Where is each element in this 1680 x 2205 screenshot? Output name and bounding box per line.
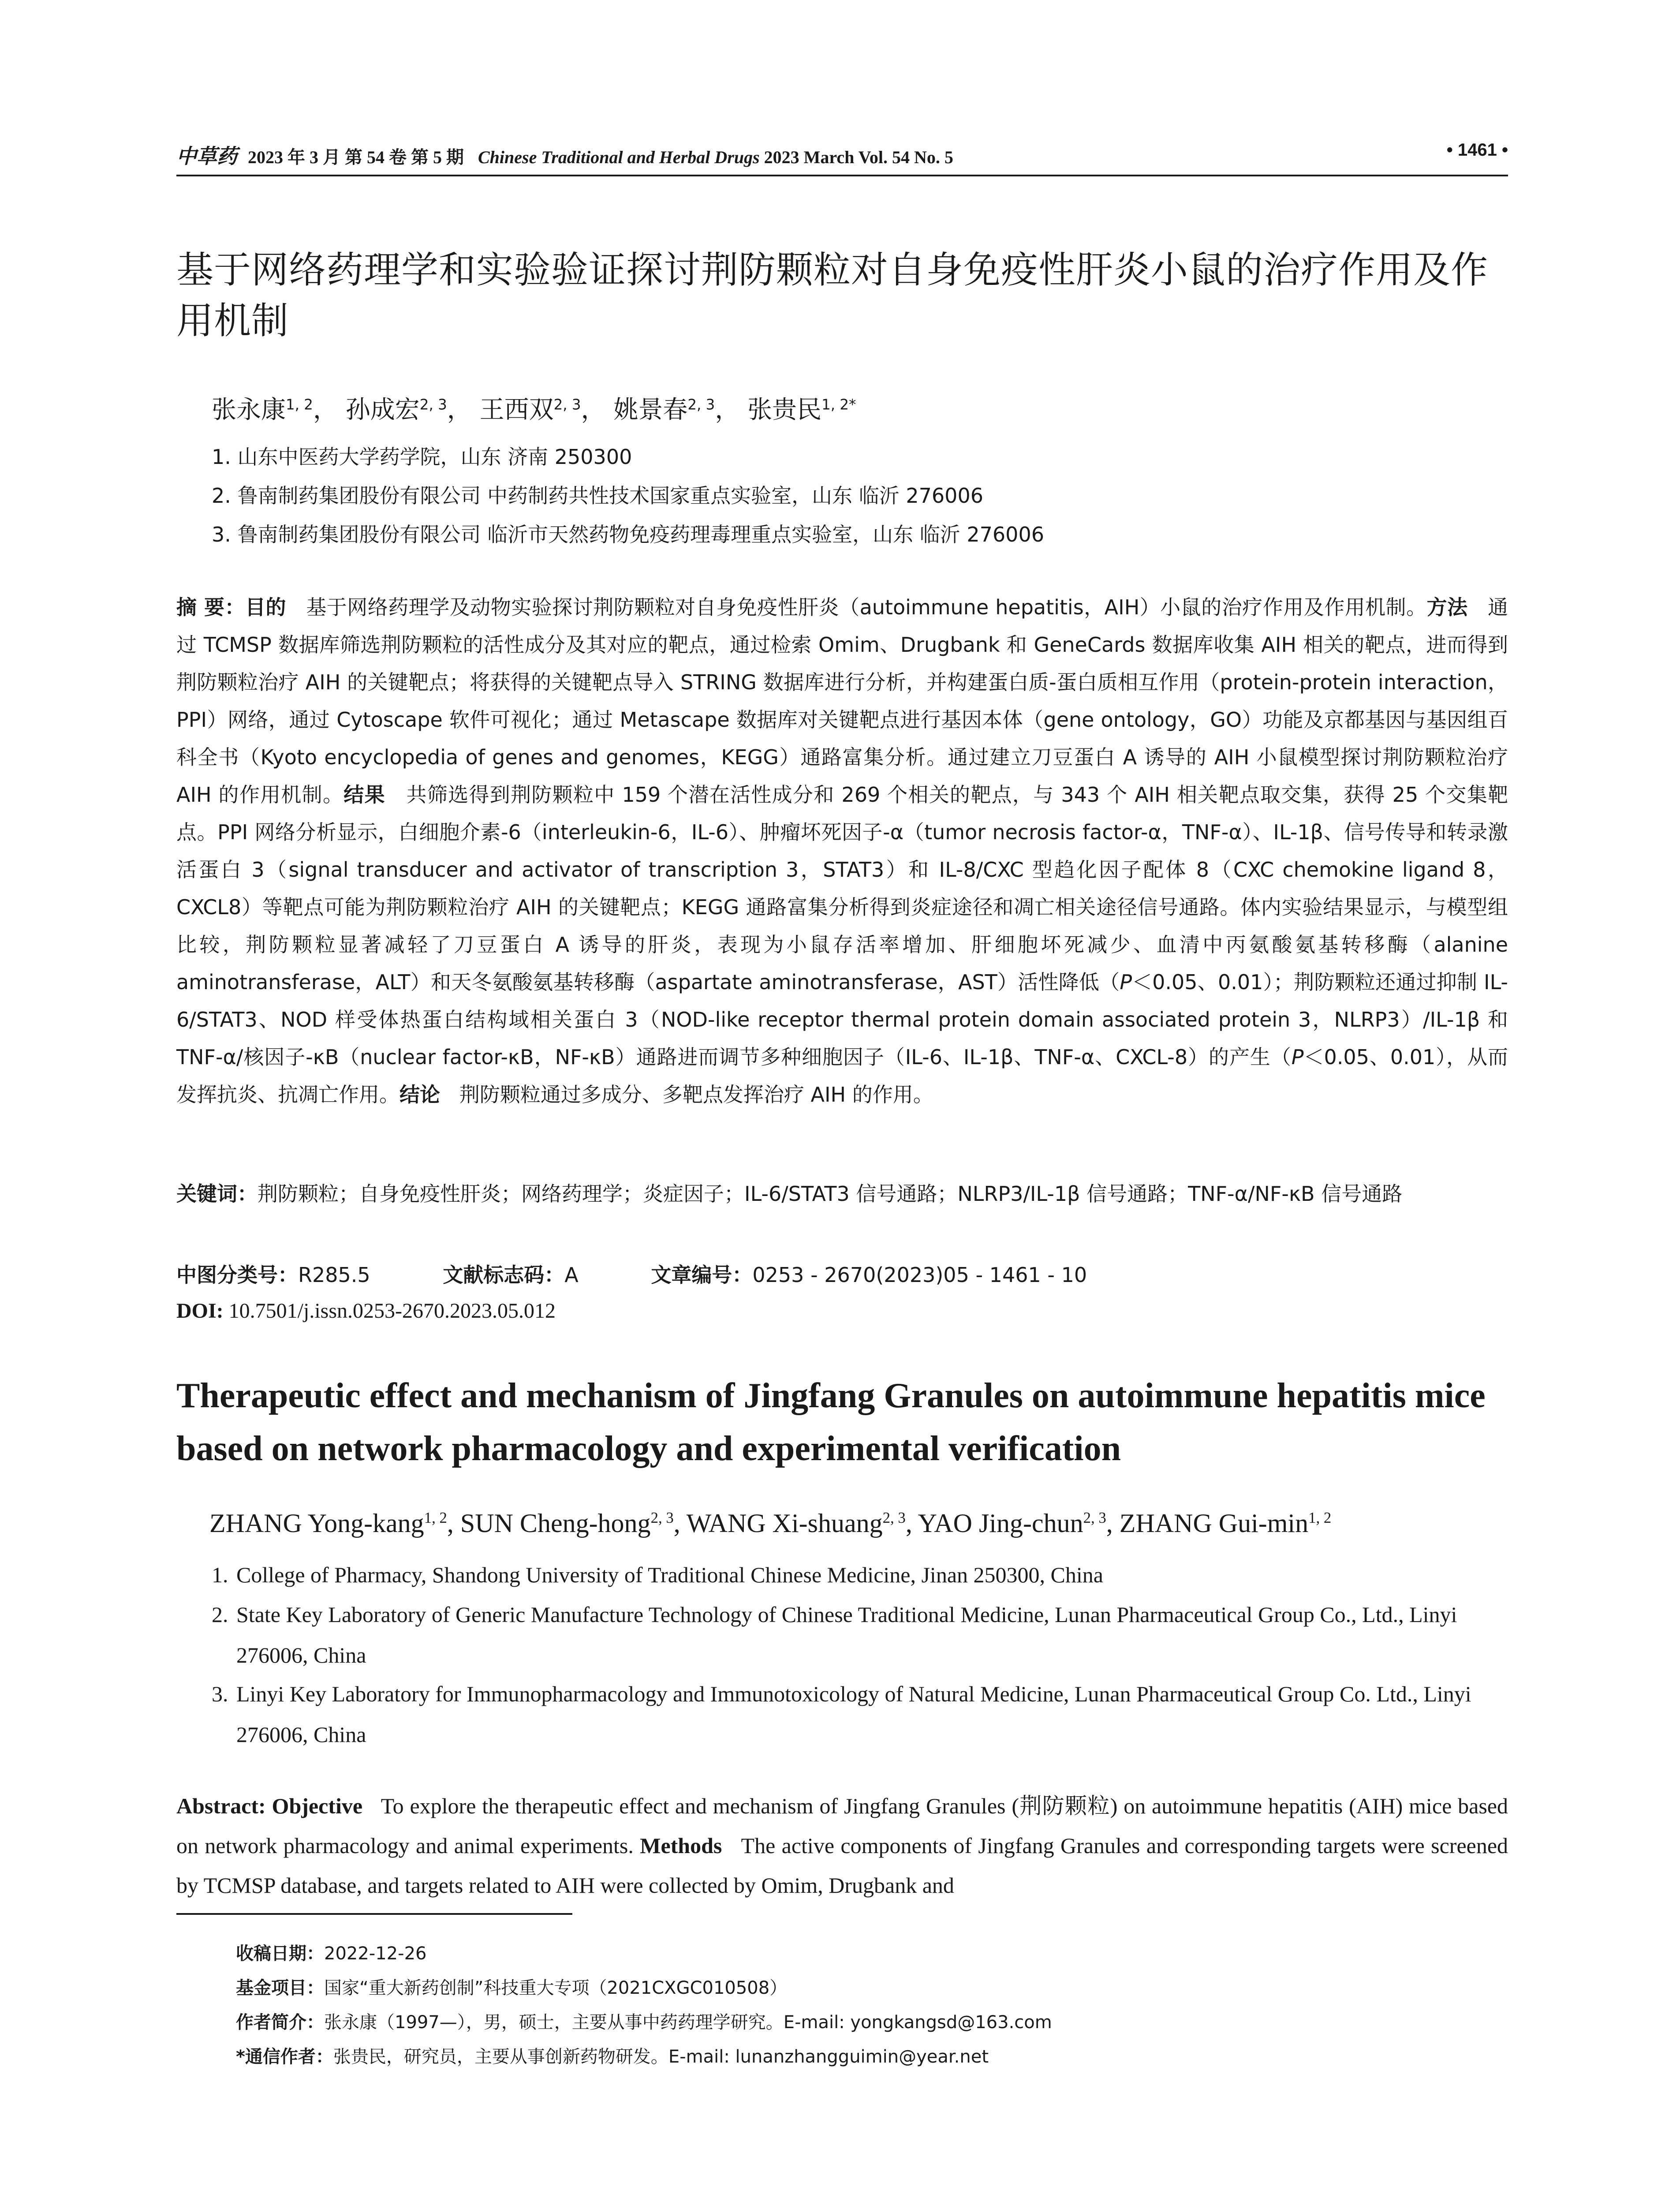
keywords-text: 荆防颗粒；自身免疫性肝炎；网络药理学；炎症因子；IL-6/STAT3 信号通路；NLRP3/IL-1β 信号通路；TNF-α/NF-κB 信号通路	[258, 1182, 1403, 1206]
affiliation-en-3	[212, 1674, 1512, 1755]
authors-en	[209, 1508, 1331, 1539]
author-separator: ，	[447, 396, 472, 424]
author-affiliation-marker: 1, 2	[1308, 1509, 1332, 1526]
footnote-label: *通信作者：	[236, 2047, 333, 2067]
doc-code-label: 文献标志码：	[443, 1263, 565, 1287]
doi-line	[176, 1299, 556, 1323]
author-name: ZHANG Yong-kang	[209, 1509, 424, 1538]
methods-text: The active components of Jingfang Granules and corresponding targets were screened by TCMSP database, and targets related to AIH were collected by Omim, Drugbank and	[176, 1833, 1508, 1898]
issue-info-cn: 2023 年 3 月 第 54 卷 第 5 期	[248, 147, 464, 167]
affiliation-en-2	[212, 1594, 1512, 1675]
results-text-end: ＜0.05、0.01），从而发挥抗炎、抗凋亡作用。	[176, 1045, 1508, 1106]
author-separator: ，	[313, 396, 338, 424]
affiliation-en-1	[212, 1555, 1512, 1595]
doi-label: DOI:	[176, 1299, 224, 1323]
issue-info-en: 2023 March Vol. 54 No. 5	[764, 147, 953, 167]
objective-label: 目的	[245, 595, 286, 619]
author-affiliation-marker: 2, 3	[650, 1509, 674, 1526]
author-affiliation-marker: 2, 3	[553, 396, 581, 413]
clc-value: R285.5	[298, 1263, 370, 1287]
affiliation-cn-2: 2. 鲁南制药集团股份有限公司 中药制药共性技术国家重点实验室，山东 临沂 276006	[212, 484, 983, 508]
clc-label: 中图分类号：	[176, 1263, 298, 1287]
author-separator: ,	[673, 1509, 687, 1538]
abstract-en	[176, 1786, 1508, 1905]
author-affiliation-marker: 1, 2*	[821, 396, 856, 413]
results-text-continued: ＜0.05、0.01）；荆防颗粒还通过抑制 IL-6/STAT3、NOD 样受体热蛋白结构域相关蛋白 3（NOD-like receptor thermal protein domain associated protein 3，NLRP3）/IL-1β 和 TNF-α/核因子-κB（nuclear factor-κB，NF-κB）通路进而调节多种细胞因子（IL-6、IL-1β、TNF-α、CXCL-8）的产生（	[176, 970, 1508, 1069]
objective-text: 基于网络药理学及动物实验探讨荆防颗粒对自身免疫性肝炎（autoimmune hepatitis，AIH）小鼠的治疗作用及作用机制。	[306, 595, 1427, 619]
author-affiliation-marker: 2, 3	[882, 1509, 906, 1526]
conclusion-label: 结论	[399, 1083, 440, 1106]
author-separator: ,	[1106, 1509, 1120, 1538]
author-affiliation-marker: 1, 2	[424, 1509, 447, 1526]
footnote-text: 2022-12-26	[324, 1943, 427, 1964]
footnote-corresponding	[236, 2043, 989, 2068]
author-affiliation-marker: 2, 3	[687, 396, 715, 413]
objective-text: To explore the therapeutic effect and mechanism of Jingfang Granules (荆防颗粒) on autoimmune hepatitis (AIH) mice based on network pharmacology and animal experiments.	[176, 1794, 1508, 1858]
title-en: Therapeutic effect and mechanism of Jingfang Granules on autoimmune hepatitis mice based on network pharmacology and experimental verification	[176, 1376, 1486, 1468]
footnote-label: 作者简介：	[236, 2012, 324, 2033]
p-value-symbol: P	[1291, 1045, 1304, 1069]
header-rule	[176, 175, 1508, 176]
results-text: 共筛选得到荆防颗粒中 159 个潜在活性成分和 269 个相关的靶点，与 343 个 AIH 相关靶点取交集，获得 25 个交集靶点。PPI 网络分析显示，白细胞介素-6（interleukin-6，IL-6）、肿瘤坏死因子-α（tumor necrosis factor-α，TNF-α）、IL-1β、信号传导和转录激活蛋白 3（signal transducer and activator of transcription 3，STAT3）和 IL-8/CXC 型趋化因子配体 8（CXC chemokine ligand 8，CXCL8）等靶点可能为荆防颗粒治疗 AIH 的关键靶点；KEGG 通路富集分析得到炎症途径和凋亡相关途径信号通路。体内实验结果显示，与模型组比较，荆防颗粒显著减轻了刀豆蛋白 A 诱导的肝炎，表现为小鼠存活率增加、肝细胞坏死减少、血清中丙氨酸氨基转移酶（alanine aminotransferase，ALT）和天冬氨酸氨基转移酶（aspartate aminotransferase，AST）活性降低（	[176, 783, 1508, 994]
footnote-rule	[176, 1913, 572, 1915]
methods-label: 方法	[1426, 595, 1468, 619]
title-cn: 基于网络药理学和实验验证探讨荆防颗粒对自身免疫性肝炎小鼠的治疗作用及作用机制	[176, 248, 1489, 342]
doc-code-value: A	[564, 1263, 579, 1287]
author-name: ZHANG Gui-min	[1119, 1509, 1309, 1538]
doi-value: 10.7501/j.issn.0253-2670.2023.05.012	[228, 1299, 556, 1323]
footnote-received	[236, 1940, 426, 1965]
footnote-author-bio	[236, 2008, 1052, 2033]
author-separator: ,	[905, 1509, 918, 1538]
authors-cn	[212, 390, 856, 426]
affiliation-text: Linyi Key Laboratory for Immunopharmacology and Immunotoxicology of Natural Medicine, Lunan Pharmaceutical Group Co. Ltd., Linyi 276006, China	[236, 1682, 1471, 1747]
abstract-cn	[176, 589, 1508, 1114]
abstract-objective-label: Abstract: Objective	[176, 1794, 363, 1818]
author-affiliation-marker: 2, 3	[419, 396, 447, 413]
p-value-symbol: P	[1120, 970, 1132, 994]
abstract-label: 摘 要：	[176, 595, 245, 619]
article-number-value: 0253 - 2670(2023)05 - 1461 - 10	[752, 1263, 1087, 1287]
keywords-label: 关键词：	[176, 1182, 258, 1206]
author-name: 王西双	[479, 396, 554, 424]
methods-text: 通过 TCMSP 数据库筛选荆防颗粒的活性成分及其对应的靶点，通过检索 Omim、Drugbank 和 GeneCards 数据库收集 AIH 相关的靶点，进而得到荆防颗粒治疗 AIH 的关键靶点；将获得的关键靶点导入 STRING 数据库进行分析，并构建蛋白质-蛋白质相互作用（protein-protein interaction，PPI）网络，通过 Cytoscape 软件可视化；通过 Metascape 数据库对关键靶点进行基因本体（gene ontology，GO）功能及京都基因与基因组百科全书（Kyoto encyclopedia of genes and genomes，KEGG）通路富集分析。通过建立刀豆蛋白 A 诱导的 AIH 小鼠模型探讨荆防颗粒治疗 AIH 的作用机制。	[176, 595, 1508, 807]
affiliation-cn-1: 1. 山东中医药大学药学院，山东 济南 250300	[212, 445, 632, 469]
footnote-text: 张永康（1997—），男，硕士，主要从事中药药理学研究。E-mail: yongkangsd@163.com	[324, 2012, 1052, 2033]
results-label: 结果	[343, 783, 385, 807]
author-name: WANG Xi-shuang	[686, 1509, 883, 1538]
conclusion-text: 荆防颗粒通过多成分、多靶点发挥治疗 AIH 的作用。	[459, 1083, 933, 1106]
journal-name-en: Chinese Traditional and Herbal Drugs	[478, 147, 760, 167]
author-name: 孙成宏	[345, 396, 420, 424]
author-name: SUN Cheng-hong	[460, 1509, 651, 1538]
affiliation-number: 1.	[212, 1562, 228, 1587]
author-separator: ，	[581, 396, 606, 424]
page-number: • 1461 •	[1446, 140, 1508, 160]
author-separator: ,	[447, 1509, 460, 1538]
classification-line	[176, 1259, 1087, 1288]
footnote-label: 基金项目：	[236, 1978, 324, 1998]
affiliation-number: 2.	[212, 1602, 228, 1627]
author-affiliation-marker: 1, 2	[286, 396, 313, 413]
author-name: 张贵民	[747, 396, 822, 424]
affiliation-text: State Key Laboratory of Generic Manufacture Technology of Chinese Traditional Medicine, Lunan Pharmaceutical Group Co., Ltd., Linyi 276006, China	[236, 1602, 1457, 1667]
author-name: 张永康	[212, 396, 286, 424]
author-name: 姚景春	[613, 396, 688, 424]
journal-name-cn: 中草药	[176, 145, 237, 168]
running-header	[176, 140, 1508, 171]
affiliation-cn-3: 3. 鲁南制药集团股份有限公司 临沂市天然药物免疫药理毒理重点实验室，山东 临沂 276006	[212, 523, 1044, 546]
footnote-funding	[236, 1974, 787, 1999]
author-affiliation-marker: 2, 3	[1083, 1509, 1106, 1526]
footnote-text: 国家“重大新药创制”科技重大专项（2021CXGC010508）	[324, 1978, 788, 1998]
affiliation-text: College of Pharmacy, Shandong University of Traditional Chinese Medicine, Jinan 250300, China	[236, 1562, 1103, 1587]
methods-label: Methods	[640, 1833, 722, 1858]
footnote-text: 张贵民，研究员，主要从事创新药物研发。E-mail: lunanzhangguimin@year.net	[333, 2047, 989, 2067]
author-separator: ，	[715, 396, 740, 424]
affiliation-number: 3.	[212, 1682, 228, 1706]
footnote-label: 收稿日期：	[236, 1943, 324, 1964]
article-number-label: 文章编号：	[651, 1263, 753, 1287]
author-name: YAO Jing-chun	[918, 1509, 1083, 1538]
keywords-cn	[176, 1175, 1508, 1213]
